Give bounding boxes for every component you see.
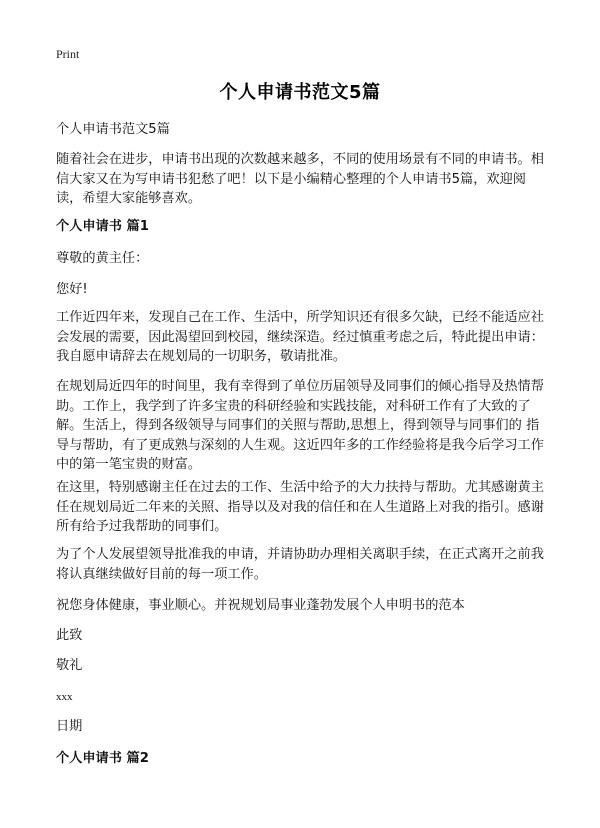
greeting: 您好! — [56, 282, 88, 297]
date-label: 日期 — [56, 719, 83, 734]
section-2-heading: 个人申请书 篇2 — [56, 751, 149, 766]
paragraph-3: 在这里，特别感谢主任在过去的工作、生活中给予的大力扶持与帮助。尤其感谢黄主任在规划局近二年来的关照、指导以及对我的信任和在人生道路上对我的指引。感谢所有给予过我帮助的同事们。 — [56, 480, 544, 534]
print-label: Print — [56, 47, 80, 61]
paragraph-5: 祝您身体健康，事业顺心。并祝规划局事业蓬勃发展个人申明书的范本 — [56, 598, 465, 613]
paragraph-1: 工作近四年来，发现自己在工作、生活中，所学知识还有很多欠缺，已经不能适应社会发展的需要，因此渴望回到校园，继续深造。经过慎重考虑之后，特此提出申请：我自愿申请辞去在规划局的一切职务，敬请批准。 — [56, 310, 544, 364]
paragraph-2: 在规划局近四年的时间里，我有幸得到了单位历届领导及同事们的倾心指导及热情帮助。工作上，我学到了许多宝贵的科研经验和实践技能，对科研工作有了大致的了解。生活上，得到各级领导与同事们的关照与帮助,思想上，得到领导与同事们的 指导与帮助，有了更成熟与深刻的人生观。这近四年多的工作经验将是我今后学习工作中的第一笔宝贵的财富。 — [56, 379, 544, 472]
document-subtitle: 个人申请书范文5篇 — [56, 122, 170, 137]
closing-2: 敬礼 — [56, 658, 83, 673]
closing-1: 此致 — [56, 628, 83, 643]
document-title: 个人申请书范文5篇 — [219, 82, 381, 103]
salutation: 尊敬的黄主任： — [56, 251, 149, 266]
intro-paragraph: 随着社会在进步，申请书出现的次数越来越多，不同的使用场景有不同的申请书。相信大家又在为写申请书犯愁了吧！以下是小编精心整理的个人申请书5篇，欢迎阅读，希望大家能够喜欢。 — [56, 152, 544, 206]
section-1-heading: 个人申请书 篇1 — [56, 219, 149, 234]
paragraph-4: 为了个人发展望领导批准我的申请，并请协助办理相关离职手续，在正式离开之前我将认真继续做好目前的每一项工作。 — [56, 547, 544, 582]
signature: xxx — [56, 691, 73, 703]
